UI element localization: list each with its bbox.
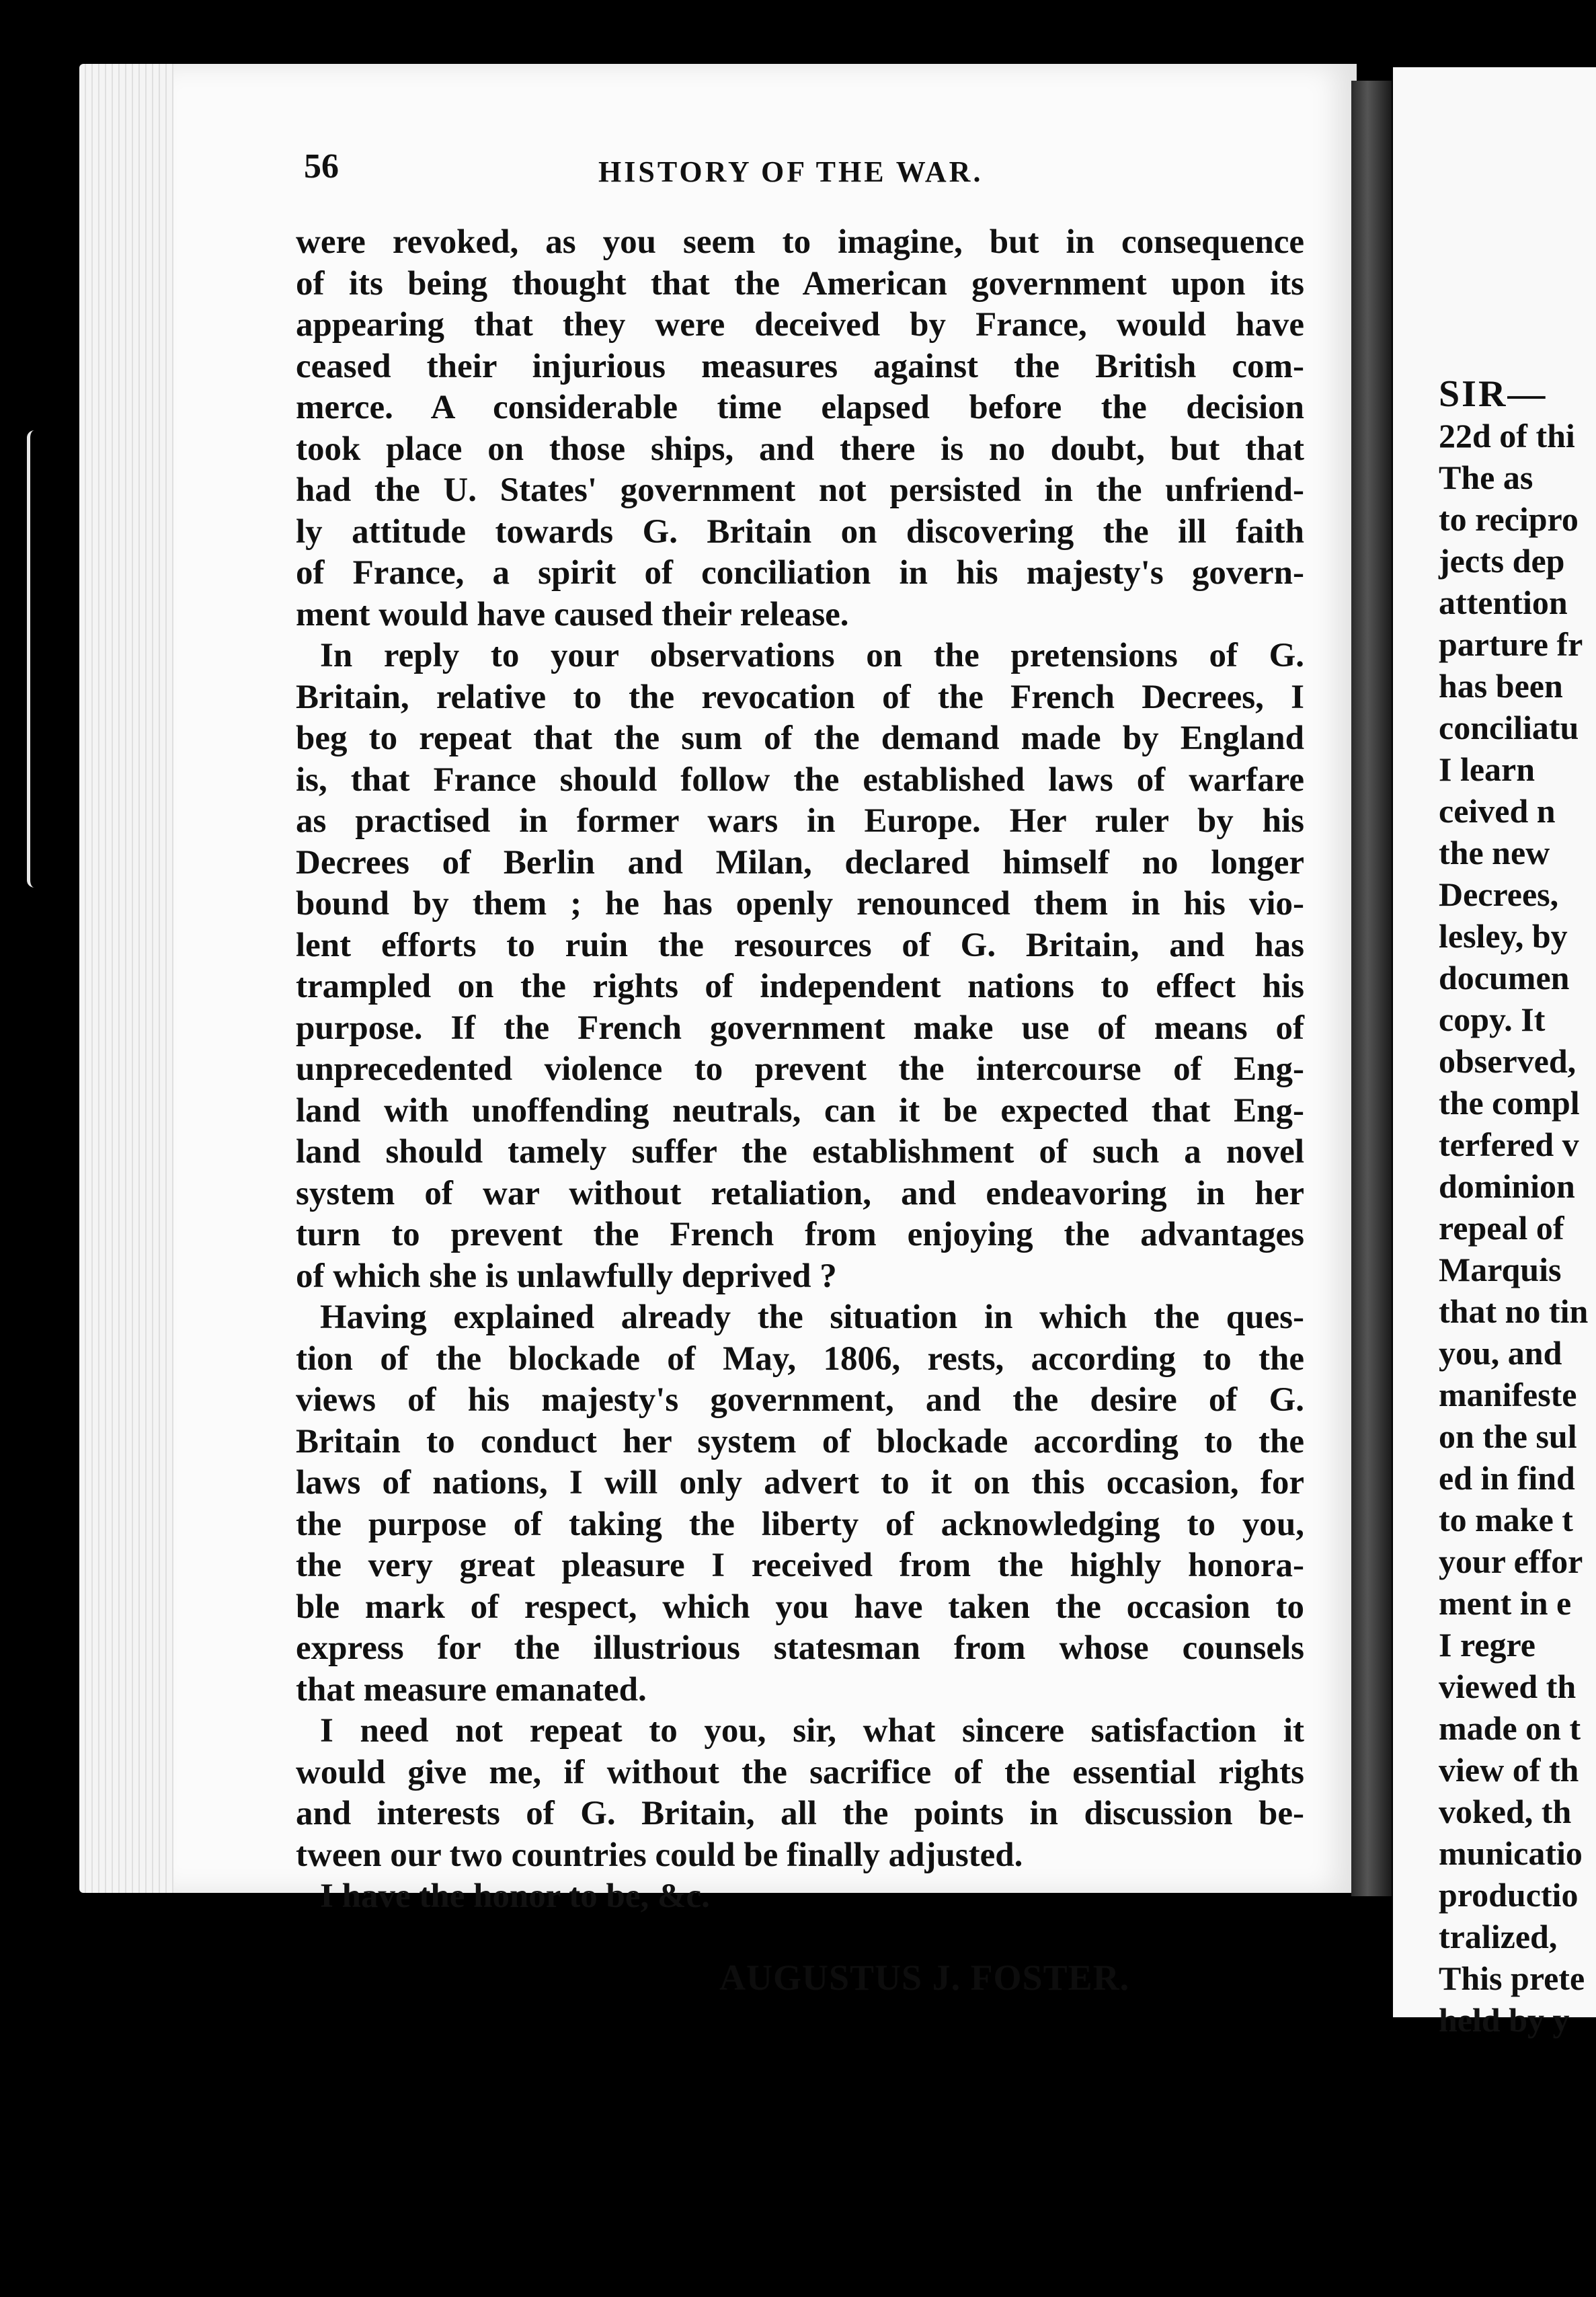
text-line: I need not repeat to you, sir, what sincere satisfaction it [320, 1712, 1304, 1750]
text-line: the very great pleasure I received from the highly honora- [296, 1547, 1304, 1584]
right-page-line: your effor [1439, 1543, 1583, 1580]
right-page-line: tralized, [1439, 1918, 1558, 1955]
letter-body [296, 222, 1304, 1918]
text-line: tween our two countries could be finally adjusted. [296, 1836, 1023, 1874]
right-page-line: Decrees, [1439, 875, 1559, 913]
right-page-line: the compl [1439, 1084, 1580, 1122]
text-line: Having explained already the situation in which the ques- [320, 1298, 1304, 1336]
right-page-line: parture fr [1439, 625, 1583, 663]
text-line: ceased their injurious measures against the British com- [296, 347, 1304, 385]
running-head: HISTORY OF THE WAR. [598, 155, 984, 188]
signature: AUGUSTUS J. FOSTER. [719, 1957, 1130, 1998]
right-page-line: 22d of thi [1439, 417, 1575, 455]
text-line: turn to prevent the French from enjoying the advantages [296, 1216, 1304, 1253]
text-line: Decrees of Berlin and Milan, declared himself no longer [296, 843, 1304, 882]
text-line: of France, a spirit of conciliation in his majesty's govern- [296, 554, 1304, 592]
right-page-line: ed in find [1439, 1459, 1575, 1497]
right-page-line: viewed th [1439, 1668, 1577, 1705]
text-line: ment would have caused their release. [296, 595, 849, 633]
text-line: land with unoffending neutrals, can it be expected that Eng- [296, 1091, 1304, 1130]
right-page-line: on the sul [1439, 1417, 1577, 1455]
text-line: took place on those ships, and there is no doubt, but that [296, 430, 1304, 468]
text-line: views of his majesty's government, and the desire of G. [296, 1381, 1304, 1419]
text-line: express for the illustrious statesman from whose counsels [296, 1629, 1304, 1667]
right-page-line: jects dep [1439, 542, 1565, 580]
text-line: would give me, if without the sacrifice of the essential rights [296, 1753, 1304, 1791]
right-page-line: The as [1439, 459, 1533, 496]
scan-artifact-line [27, 430, 34, 888]
page-number: 56 [304, 147, 339, 186]
text-line: were revoked, as you seem to imagine, but in consequence [296, 223, 1304, 261]
text-line: had the U. States' government not persisted in the unfriend- [296, 471, 1304, 509]
right-page-line: voked, th [1439, 1793, 1572, 1830]
right-page-line: the new [1439, 834, 1550, 871]
right-page-line: that no tin [1439, 1292, 1589, 1330]
right-page-line: has been [1439, 667, 1563, 705]
text-line: ly attitude towards G. Britain on discovering the ill faith [296, 512, 1304, 551]
right-page-line: terfered v [1439, 1126, 1579, 1163]
text-line: that measure emanated. [296, 1670, 647, 1709]
right-page-line: attention [1439, 584, 1568, 621]
book-gutter [1351, 81, 1392, 1896]
right-page-line: Marquis [1439, 1251, 1562, 1288]
text-line: purpose. If the French government make use of means of [296, 1009, 1304, 1047]
text-line: appearing that they were deceived by France, would have [296, 306, 1304, 344]
right-page-line: dominion [1439, 1167, 1575, 1205]
text-line: of its being thought that the American government upon its [296, 264, 1304, 303]
text-line: unprecedented violence to prevent the intercourse of Eng- [296, 1050, 1304, 1088]
right-page-line: you, and [1439, 1334, 1562, 1372]
right-page-line: to recipro [1439, 500, 1579, 538]
text-line: system of war without retaliation, and endeavoring in her [296, 1174, 1304, 1212]
text-line: laws of nations, I will only advert to it on this occasion, for [296, 1464, 1304, 1502]
right-page-line: ceived n [1439, 792, 1556, 830]
right-page-line: I regre [1439, 1626, 1535, 1664]
right-page-line: ment in e [1439, 1584, 1572, 1622]
text-line: bound by them ; he has openly renounced them in his vio- [296, 885, 1304, 923]
text-line: and interests of G. Britain, all the points in discussion be- [296, 1795, 1304, 1832]
text-line: trampled on the rights of independent nations to effect his [296, 968, 1304, 1005]
text-line: of which she is unlawfully deprived ? [296, 1257, 837, 1295]
right-page-line: I learn [1439, 750, 1535, 788]
right-page-salutation: SIR— [1439, 373, 1548, 415]
text-line: ble mark of respect, which you have taken the occasion to [296, 1588, 1304, 1626]
right-page-line: held by y [1439, 2001, 1570, 2039]
right-page-line: to make t [1439, 1501, 1573, 1539]
right-page-line: conciliatu [1439, 709, 1579, 746]
text-line: beg to repeat that the sum of the demand made by England [296, 719, 1304, 757]
right-page-line: productio [1439, 1876, 1579, 1914]
right-page-line: manifeste [1439, 1376, 1577, 1413]
text-line: Britain, relative to the revocation of the French Decrees, I [296, 678, 1304, 716]
text-line: lent efforts to ruin the resources of G. Britain, and has [296, 926, 1304, 964]
page-edges [79, 64, 180, 1893]
text-line: In reply to your observations on the pretensions of G. [320, 637, 1304, 674]
text-line: I have the honor to be, &c. [320, 1877, 710, 1915]
right-page-line: observed, [1439, 1042, 1577, 1080]
text-line: land should tamely suffer the establishment of such a novel [296, 1133, 1304, 1171]
right-page-line: lesley, by [1439, 917, 1568, 955]
text-line: is, that France should follow the established laws of warfare [296, 761, 1304, 799]
text-line: as practised in former wars in Europe. Her ruler by his [296, 802, 1304, 840]
right-page-line: repeal of [1439, 1209, 1564, 1247]
text-line: merce. A considerable time elapsed before the decision [296, 389, 1304, 426]
text-line: tion of the blockade of May, 1806, rests, according to the [296, 1339, 1304, 1378]
text-line: Britain to conduct her system of blockade according to the [296, 1422, 1304, 1461]
right-page-line: municatio [1439, 1834, 1583, 1872]
right-page-line: copy. It [1439, 1001, 1546, 1038]
right-page-line: made on t [1439, 1709, 1581, 1747]
text-line: the purpose of taking the liberty of acknowledging to you, [296, 1505, 1304, 1543]
right-page-line: This prete [1439, 1959, 1585, 1997]
right-page-line: view of th [1439, 1751, 1579, 1789]
right-page-line: documen [1439, 959, 1570, 997]
